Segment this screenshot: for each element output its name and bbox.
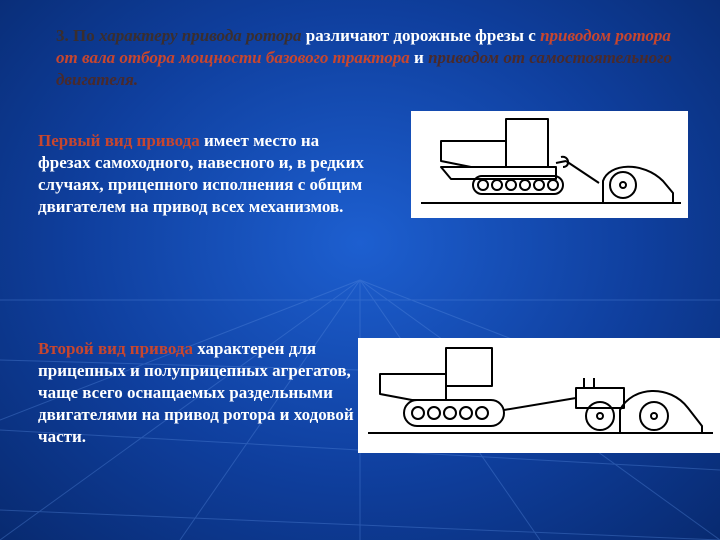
engine-box [576,388,624,408]
title-part-3: различают дорожные фрезы с [301,26,541,45]
slide-title [56,25,696,91]
rotor-wheel [610,172,636,198]
paragraph-1-text: имеет место на фрезах самоходного, навесного и, в редких случаях, прицепного исполнения с общим двигателем на привод всех механизмов. [38,131,364,216]
title-part-1: 3. По [56,26,99,45]
title-part-6: приводом от самостоятельного двигателя. [56,48,672,89]
figure-pto-drive [411,111,688,218]
drawbar [504,398,576,410]
paragraph-2-accent: Второй вид привода [38,339,194,358]
cab [446,348,492,386]
hood [441,141,506,167]
tractor-pto-diagram [411,111,688,218]
title-part-2: характеру привода ротора [98,26,302,45]
rotor-hood [603,167,673,203]
trailer-wheel [586,402,614,430]
paragraph-1-accent: Первый вид привода [38,131,200,150]
trailer-mill-diagram [358,338,720,453]
pto-shaft [566,161,599,183]
paragraph-second-drive [38,338,368,448]
title-part-5: и [409,48,429,67]
cab [506,119,548,167]
title-part-4: приводом ротора от вала отбора мощности базового трактора [56,26,671,67]
pto-link [556,161,566,163]
frame [441,167,556,179]
figure-separate-engine [358,338,720,453]
engine-stack [584,378,594,388]
paragraph-first-drive [38,130,368,218]
hood [380,374,446,400]
rotor-wheel [640,402,668,430]
rotor-hood [620,391,702,433]
paragraph-2-text: характерен для прицепных и полуприцепных агрегатов, чаще всего оснащаемых раздельными двигателями на привод ротора и ходовой части. [38,339,354,446]
